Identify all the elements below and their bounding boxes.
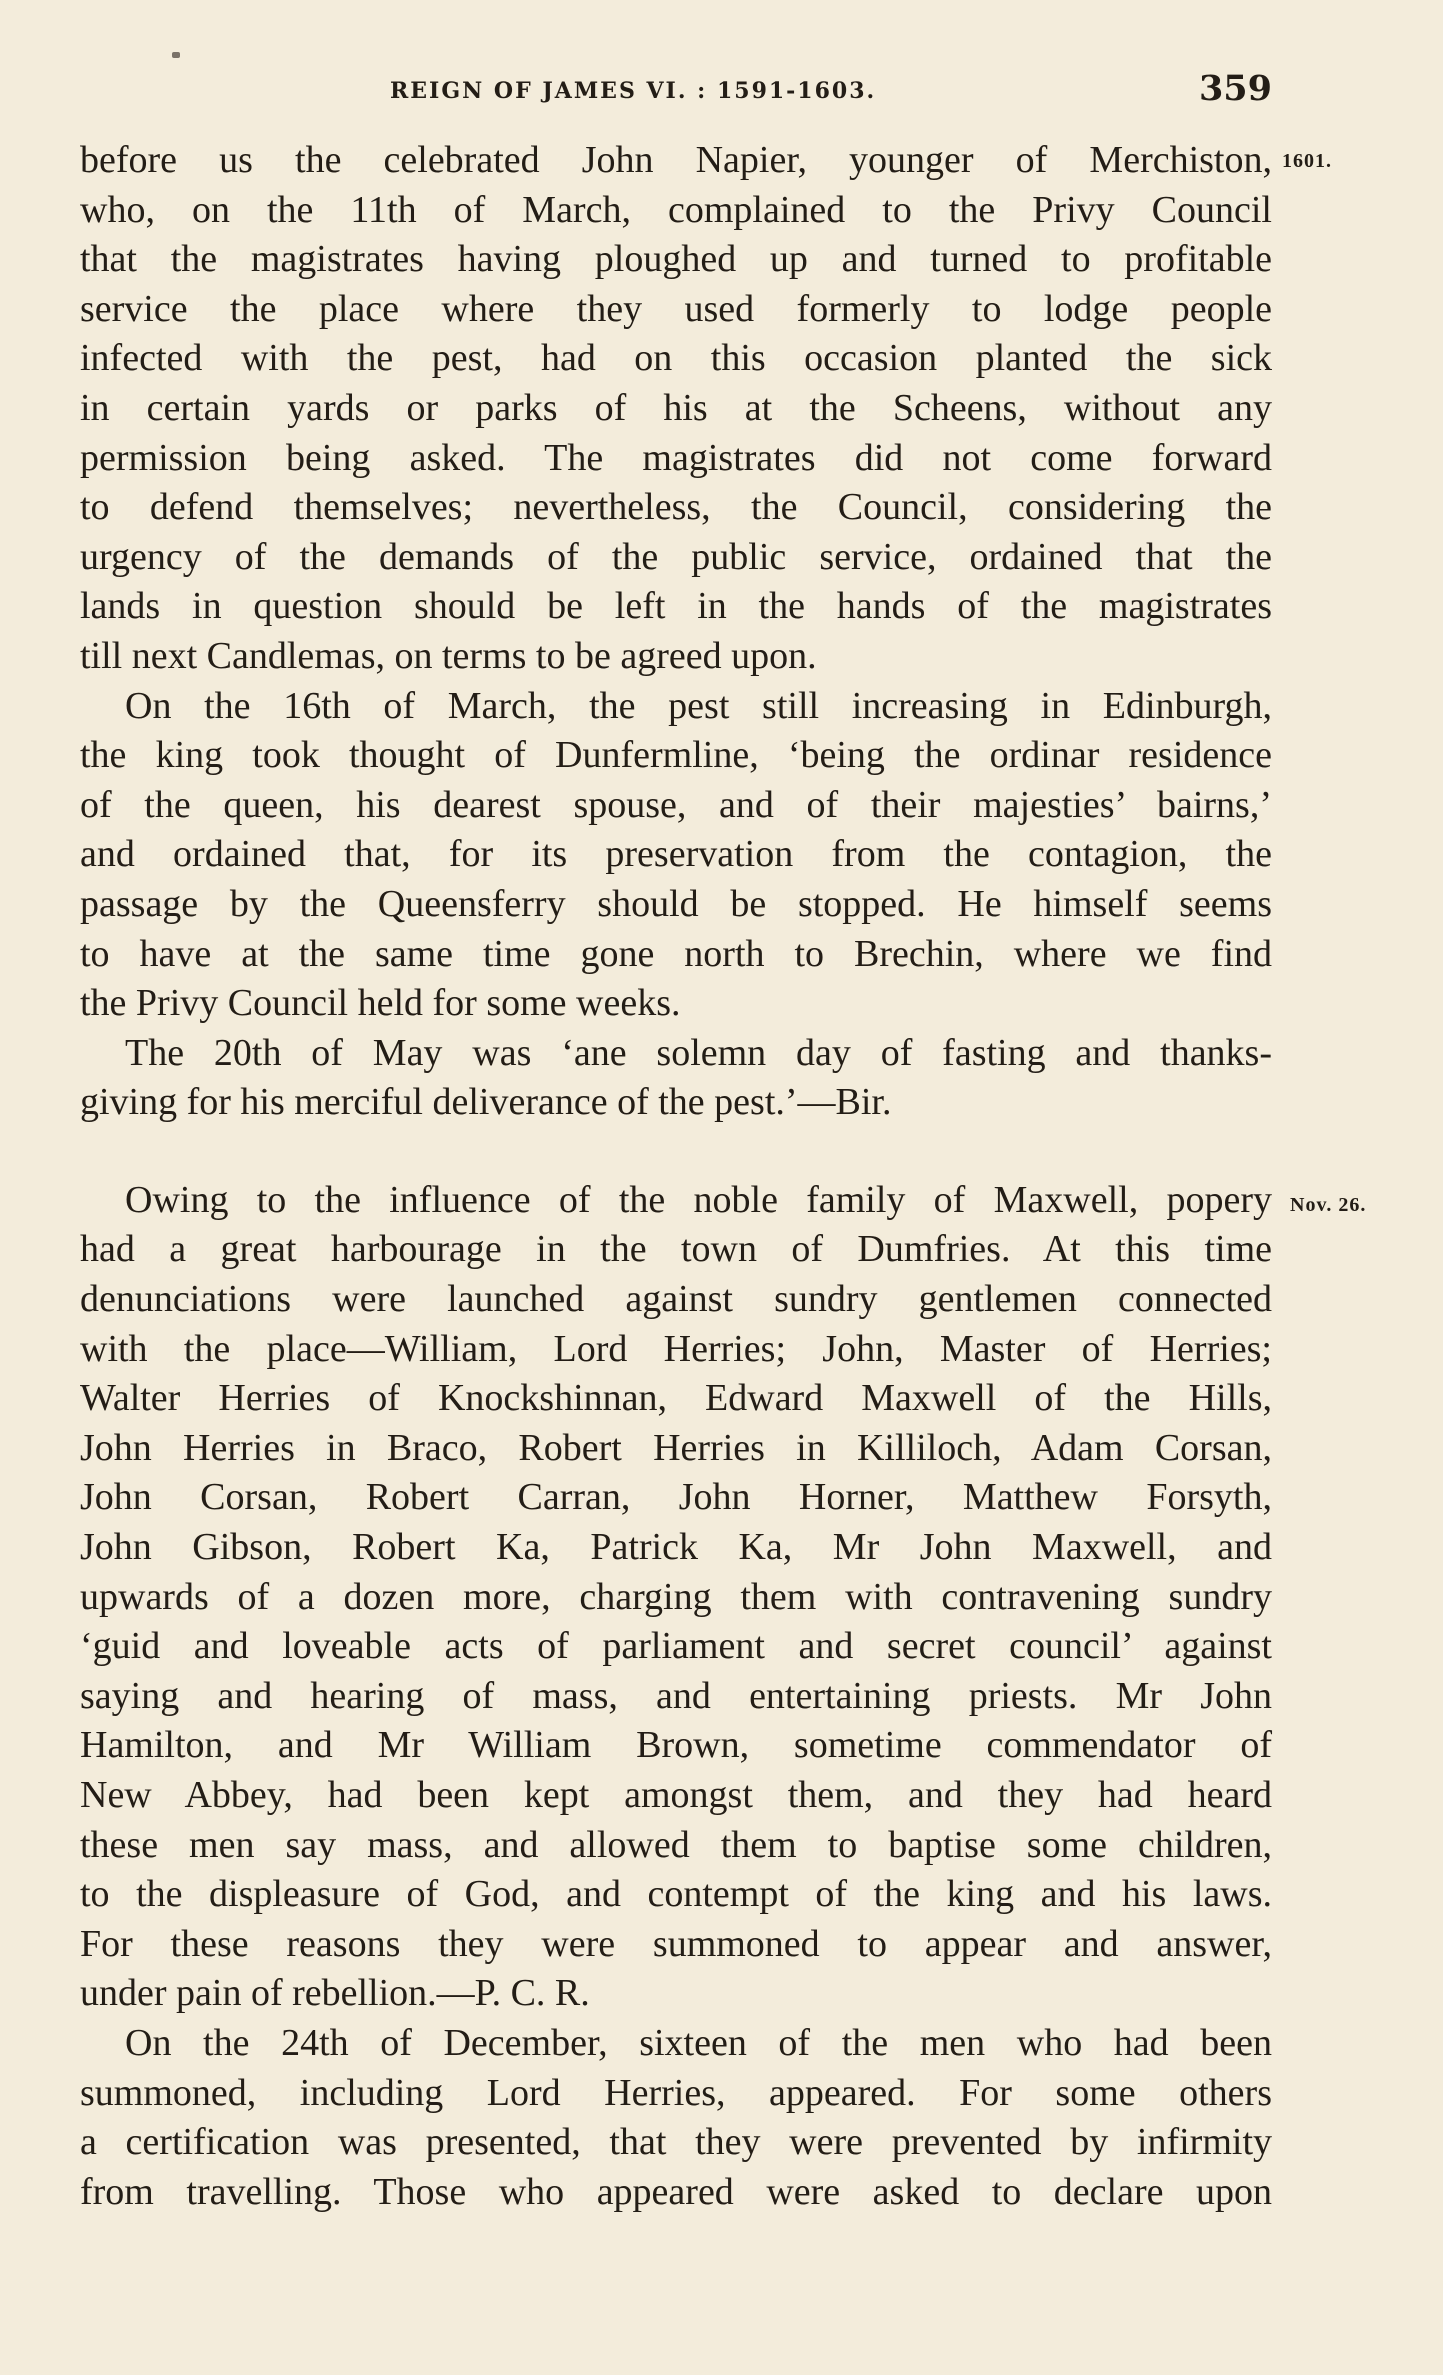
text-line: Hamilton, and Mr William Brown, sometime commendator of: [80, 1724, 1272, 1767]
text-line: these men say mass, and allowed them to baptise some children,: [80, 1823, 1272, 1866]
text-line: the Privy Council held for some weeks.: [80, 982, 681, 1025]
running-title: REIGN OF JAMES VI. : 1591-1603.: [390, 78, 877, 104]
text-line: with the place—William, Lord Herries; John, Master of Herries;: [80, 1327, 1272, 1370]
text-line: Owing to the influence of the noble family of Maxwell, popery: [125, 1178, 1272, 1221]
text-line: lands in question should be left in the hands of the magistrates: [80, 585, 1272, 628]
text-line: On the 16th of March, the pest still increasing in Edinburgh,: [125, 684, 1272, 727]
text-line: urgency of the demands of the public service, ordained that the: [80, 535, 1272, 578]
text-line: to have at the same time gone north to Brechin, where we find: [80, 932, 1272, 975]
text-line: service the place where they used formerly to lodge people: [80, 287, 1272, 330]
text-line: summoned, including Lord Herries, appeared. For some others: [80, 2071, 1272, 2114]
ink-fleck: [172, 52, 180, 58]
running-head: [80, 70, 1272, 110]
text-line: and ordained that, for its preservation from the contagion, the: [80, 833, 1272, 876]
paragraph: [80, 1029, 1272, 1128]
paragraph: [80, 136, 1272, 682]
text-line: saying and hearing of mass, and entertaining priests. Mr John: [80, 1674, 1272, 1717]
text-line: had a great harbourage in the town of Dumfries. At this time: [80, 1228, 1272, 1271]
text-line: who, on the 11th of March, complained to the Privy Council: [80, 188, 1272, 231]
text-line: For these reasons they were summoned to appear and answer,: [80, 1922, 1272, 1965]
text-line: giving for his merciful deliverance of the pest.’—Bir.: [80, 1081, 892, 1124]
text-line: till next Candlemas, on terms to be agreed upon.: [80, 634, 817, 677]
text-line: from travelling. Those who appeared were asked to declare upon: [80, 2170, 1272, 2213]
text-line: under pain of rebellion.—P. C. R.: [80, 1972, 590, 2015]
text-line: in certain yards or parks of his at the Scheens, without any: [80, 386, 1272, 429]
page-number: 359: [1198, 68, 1272, 109]
text-line: Walter Herries of Knockshinnan, Edward Maxwell of the Hills,: [80, 1377, 1272, 1420]
paragraph: [80, 1176, 1272, 2019]
text-line: denunciations were launched against sundry gentlemen connected: [80, 1278, 1272, 1321]
text-line: permission being asked. The magistrates did not come forward: [80, 436, 1272, 479]
text-line: before us the celebrated John Napier, younger of Merchiston,: [80, 139, 1272, 181]
text-line: infected with the pest, had on this occasion planted the sick: [80, 337, 1272, 380]
text-line: of the queen, his dearest spouse, and of their majesties’ bairns,’: [80, 783, 1272, 826]
text-line: ‘guid and loveable acts of parliament and secret council’ against: [80, 1625, 1272, 1668]
paragraph: [80, 2019, 1272, 2217]
text-line: a certification was presented, that they were prevented by infirmity: [80, 2121, 1272, 2164]
text-line: the king took thought of Dunfermline, ‘being the ordinar residence: [80, 734, 1272, 777]
text-line: New Abbey, had been kept amongst them, and they had heard: [80, 1774, 1272, 1816]
paragraph: [80, 682, 1272, 1029]
margin-note-date: Nov. 26.: [1290, 1194, 1367, 1216]
margin-note-year: 1601.: [1282, 150, 1332, 172]
body-text: [80, 136, 1272, 2217]
text-line: John Gibson, Robert Ka, Patrick Ka, Mr John Maxwell, and: [80, 1526, 1272, 1569]
text-line: On the 24th of December, sixteen of the men who had been: [125, 2021, 1272, 2064]
text-line: to defend themselves; nevertheless, the Council, considering the: [80, 486, 1272, 529]
text-line: The 20th of May was ‘ane solemn day of fasting and thanks-: [125, 1031, 1272, 1074]
text-line: John Corsan, Robert Carran, John Horner, Matthew Forsyth,: [80, 1476, 1272, 1519]
section-gap: [80, 1128, 1272, 1176]
text-line: that the magistrates having ploughed up and turned to profitable: [80, 238, 1272, 281]
text-line: John Herries in Braco, Robert Herries in Killiloch, Adam Corsan,: [80, 1426, 1272, 1469]
text-line: passage by the Queensferry should be stopped. He himself seems: [80, 882, 1272, 925]
text-line: to the displeasure of God, and contempt of the king and his laws.: [80, 1873, 1272, 1916]
text-line: upwards of a dozen more, charging them with contravening sundry: [80, 1575, 1272, 1618]
